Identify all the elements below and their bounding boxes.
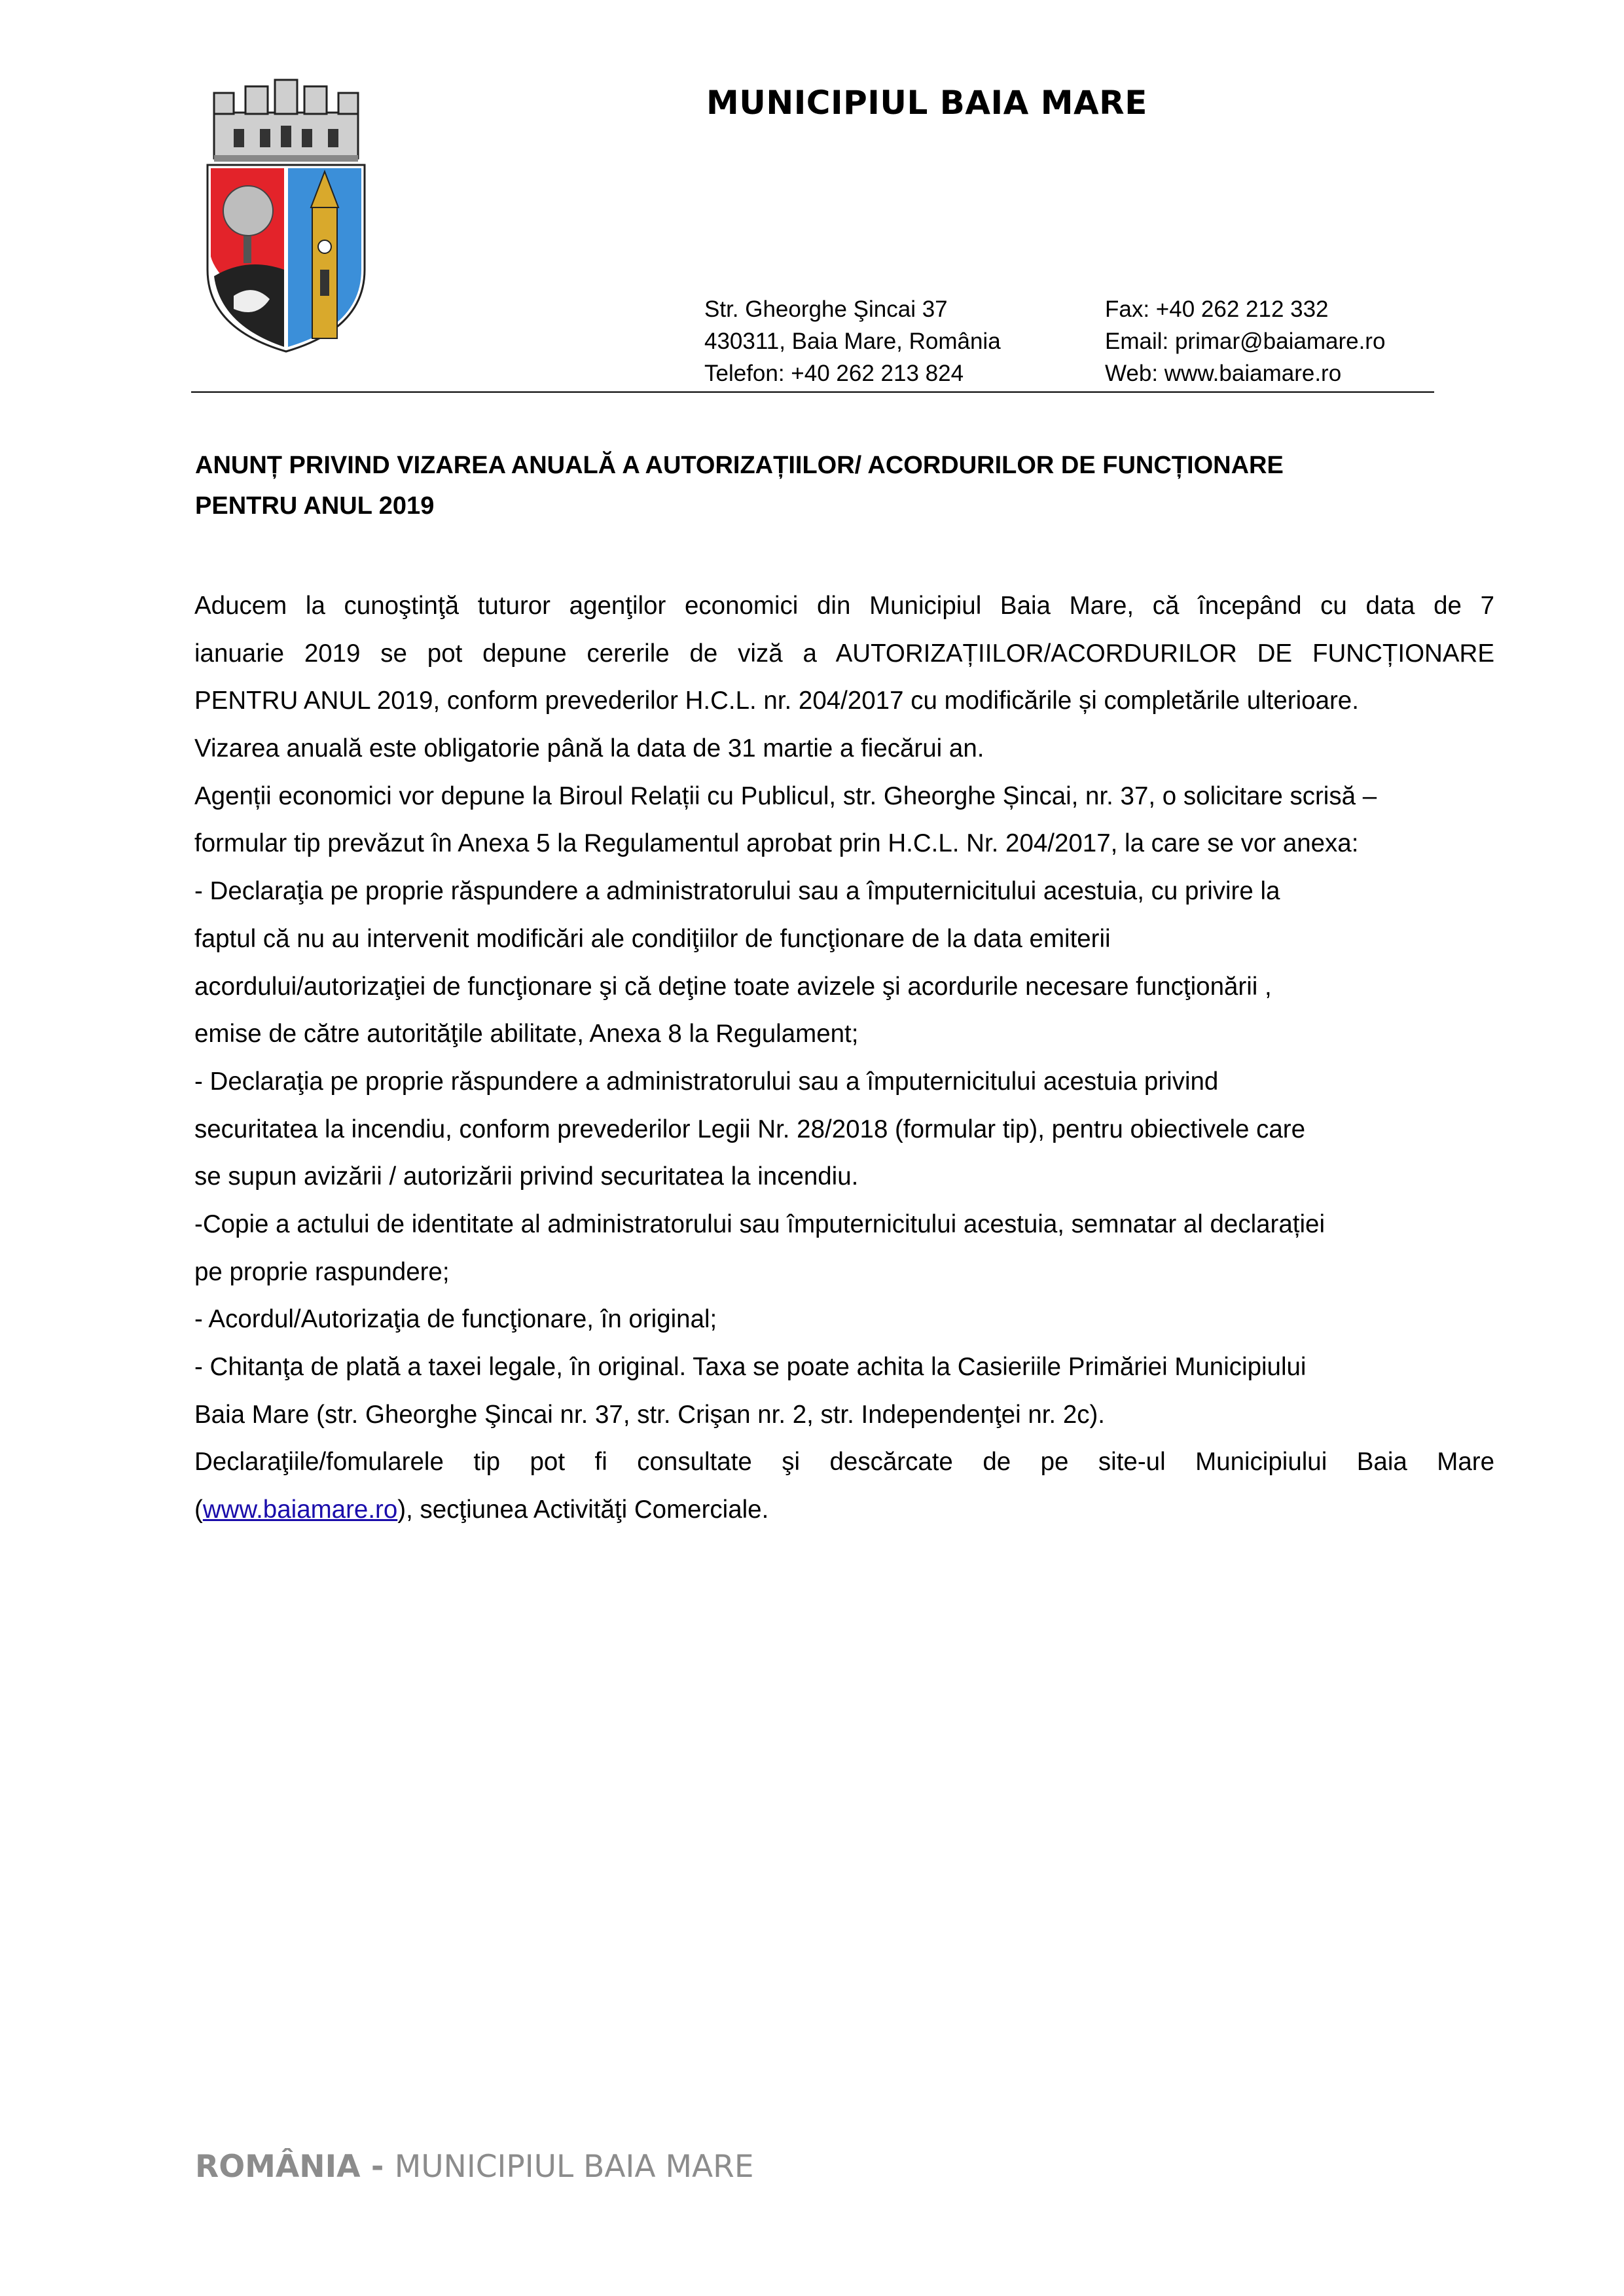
header-divider <box>191 391 1434 393</box>
contact-address-block <box>704 293 1001 389</box>
body-line-with-link <box>194 1486 1494 1534</box>
body-line: Aducem la cunoştinţă tuturor agenţilor economici din Municipiul Baia Mare, că începând cu data de 7 <box>194 592 1494 620</box>
body-line: se supun avizării / autorizării privind securitatea la incendiu. <box>194 1162 859 1191</box>
footer-country: ROMÂNIA <box>195 2149 361 2185</box>
body-line: emise de către autorităţile abilitate, Anexa 8 la Regulament; <box>194 1020 859 1049</box>
body-line: faptul că nu au intervenit modificări ale condiţiilor de funcţionare de la data emiterii <box>194 924 1111 953</box>
body-line: PENTRU ANUL 2019, conform prevederilor H.C.L. nr. 204/2017 cu modificările și completările ulterioare. <box>194 687 1359 715</box>
website-link[interactable]: www.baiamare.ro <box>202 1496 398 1524</box>
phone-number: Telefon: +40 262 213 824 <box>704 361 964 386</box>
body-line: pe proprie raspundere; <box>194 1257 450 1286</box>
body-line: ianuarie 2019 se pot depune cererile de viză a AUTORIZAȚIILOR/ACORDURILOR DE FUNCȚIONARE <box>194 639 1494 668</box>
title-line: PENTRU ANUL 2019 <box>195 492 435 520</box>
link-suffix: ), secţiunea Activităţi Comerciale. <box>397 1496 769 1524</box>
body-line: -Copie a actului de identitate al administratorului sau împuternicitului acestuia, semnatar al declarației <box>194 1210 1325 1238</box>
body-line: - Chitanţa de plată a taxei legale, în original. Taxa se poate achita la Casieriile Primăriei Municipiului <box>194 1353 1307 1381</box>
website-address: Web: www.baiamare.ro <box>1105 361 1342 386</box>
body-line: Agenții economici vor depune la Biroul Relații cu Publicul, str. Gheorghe Șincai, nr. 37, o solicitare scrisă – <box>194 781 1377 810</box>
coat-of-arms-logo <box>194 73 378 355</box>
body-line: Baia Mare (str. Gheorghe Şincai nr. 37, str. Crişan nr. 2, str. Independenţei nr. 2c). <box>194 1400 1106 1429</box>
body-line: Declaraţiile/fomularele tip pot fi consultate şi descărcate de pe site-ul Municipiului Baia Mare <box>194 1448 1494 1477</box>
announcement-title <box>195 445 1439 526</box>
address-city: 430311, Baia Mare, România <box>704 329 1001 354</box>
page-footer <box>195 2149 754 2185</box>
body-line: - Declaraţia pe proprie răspundere a administratorului sau a împuternicitului acestuia, cu privire la <box>194 877 1280 906</box>
email-address: Email: primar@baiamare.ro <box>1105 329 1386 354</box>
body-line: - Declaraţia pe proprie răspundere a administratorului sau a împuternicitului acestuia privind <box>194 1067 1219 1096</box>
body-line: securitatea la incendiu, conform prevederilor Legii Nr. 28/2018 (formular tip), pentru obiectivele care <box>194 1115 1306 1143</box>
title-line: ANUNȚ PRIVIND VIZAREA ANUALĂ A AUTORIZAȚIILOR/ ACORDURILOR DE FUNCȚIONARE <box>195 452 1284 479</box>
body-line: formular tip prevăzut în Anexa 5 la Regulamentul aprobat prin H.C.L. Nr. 204/2017, la care se vor anexa: <box>194 829 1359 858</box>
municipality-title: MUNICIPIUL BAIA MARE <box>706 84 1147 122</box>
footer-separator: - <box>360 2149 395 2185</box>
fax-number: Fax: +40 262 212 332 <box>1105 296 1329 322</box>
body-line: Vizarea anuală este obligatorie până la data de 31 martie a fiecărui an. <box>194 734 984 763</box>
contact-online-block <box>1105 293 1385 389</box>
footer-municipality: MUNICIPIUL BAIA MARE <box>394 2149 754 2185</box>
announcement-body <box>194 583 1494 1534</box>
body-line: - Acordul/Autorizaţia de funcţionare, în original; <box>194 1305 717 1334</box>
address-street: Str. Gheorghe Şincai 37 <box>704 296 948 322</box>
link-prefix: ( <box>194 1496 203 1524</box>
body-line: acordului/autorizaţiei de funcţionare şi că deţine toate avizele şi acordurile necesare funcţionării , <box>194 972 1272 1001</box>
